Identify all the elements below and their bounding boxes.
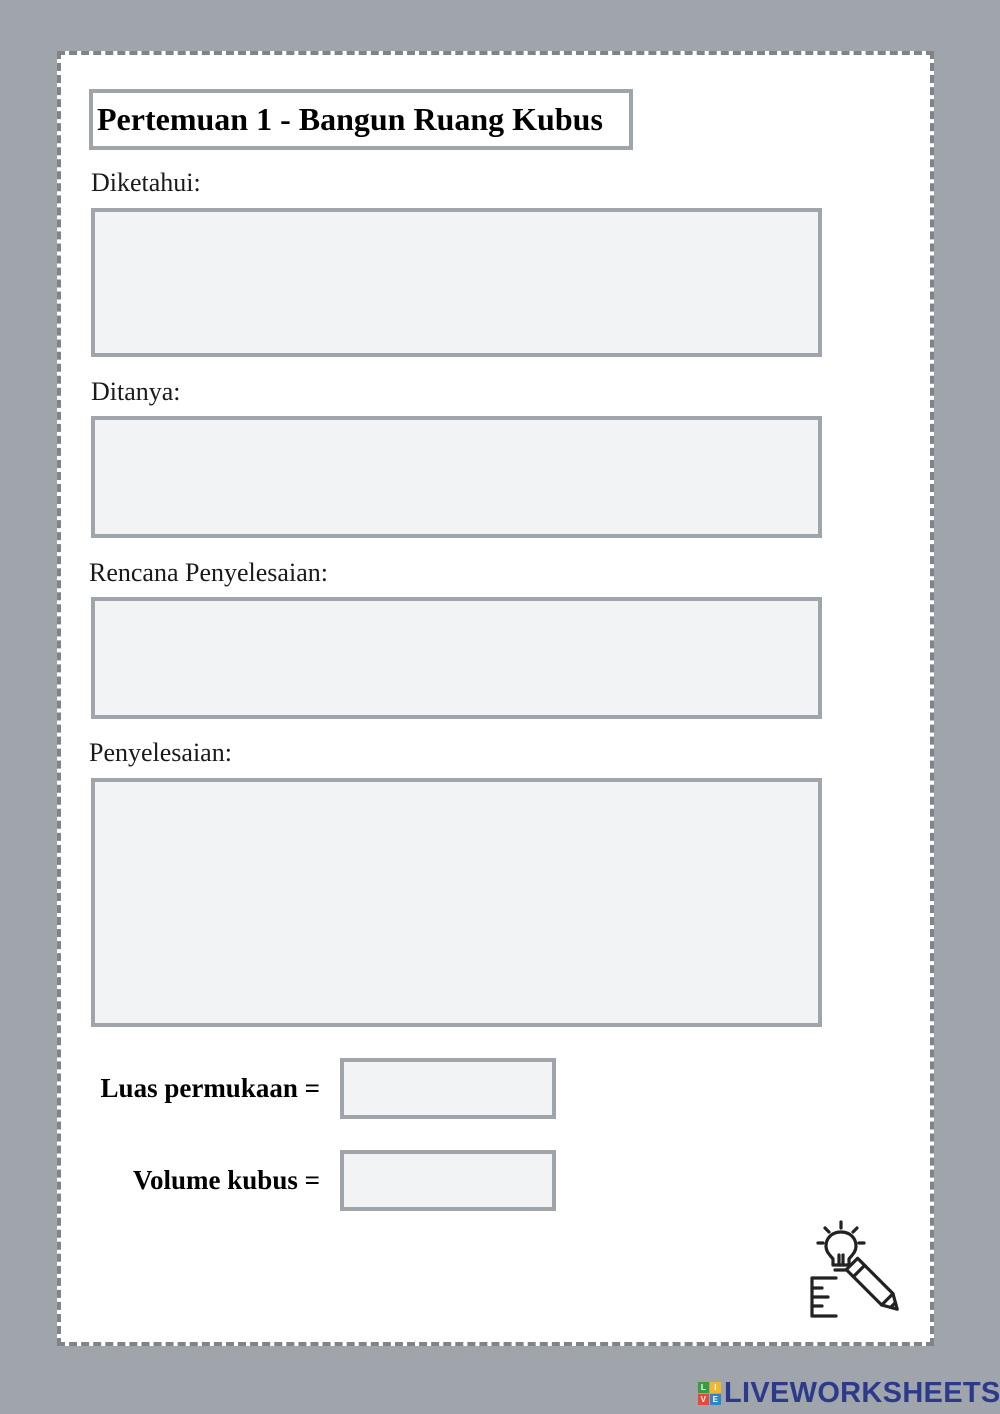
volume-kubus-input[interactable]: [340, 1150, 556, 1211]
logo-letter: E: [710, 1394, 721, 1405]
rencana-penyelesaian-input[interactable]: [91, 597, 822, 719]
volume-kubus-label: Volume kubus =: [133, 1165, 320, 1195]
brand-name: LIVEWORKSHEETS: [724, 1376, 1000, 1409]
diketahui-input[interactable]: [91, 208, 822, 357]
luas-permukaan-input[interactable]: [340, 1058, 556, 1119]
ditanya-input[interactable]: [91, 416, 822, 538]
luas-permukaan-label: Luas permukaan =: [100, 1073, 320, 1103]
logo-letter: L: [698, 1382, 709, 1393]
liveworksheets-badge-icon: [698, 1382, 721, 1405]
logo-letter: V: [698, 1394, 709, 1405]
worksheet-title: Pertemuan 1 - Bangun Ruang Kubus: [89, 89, 633, 150]
liveworksheets-logo: [698, 1376, 1000, 1410]
ditanya-label: Ditanya:: [91, 377, 181, 406]
rencana-penyelesaian-label: Rencana Penyelesaian:: [89, 558, 328, 587]
penyelesaian-input[interactable]: [91, 778, 822, 1027]
diketahui-label: Diketahui:: [91, 168, 201, 197]
logo-letter: I: [710, 1382, 721, 1393]
lightbulb-pencil-icon: [806, 1218, 912, 1324]
penyelesaian-label: Penyelesaian:: [89, 738, 232, 767]
